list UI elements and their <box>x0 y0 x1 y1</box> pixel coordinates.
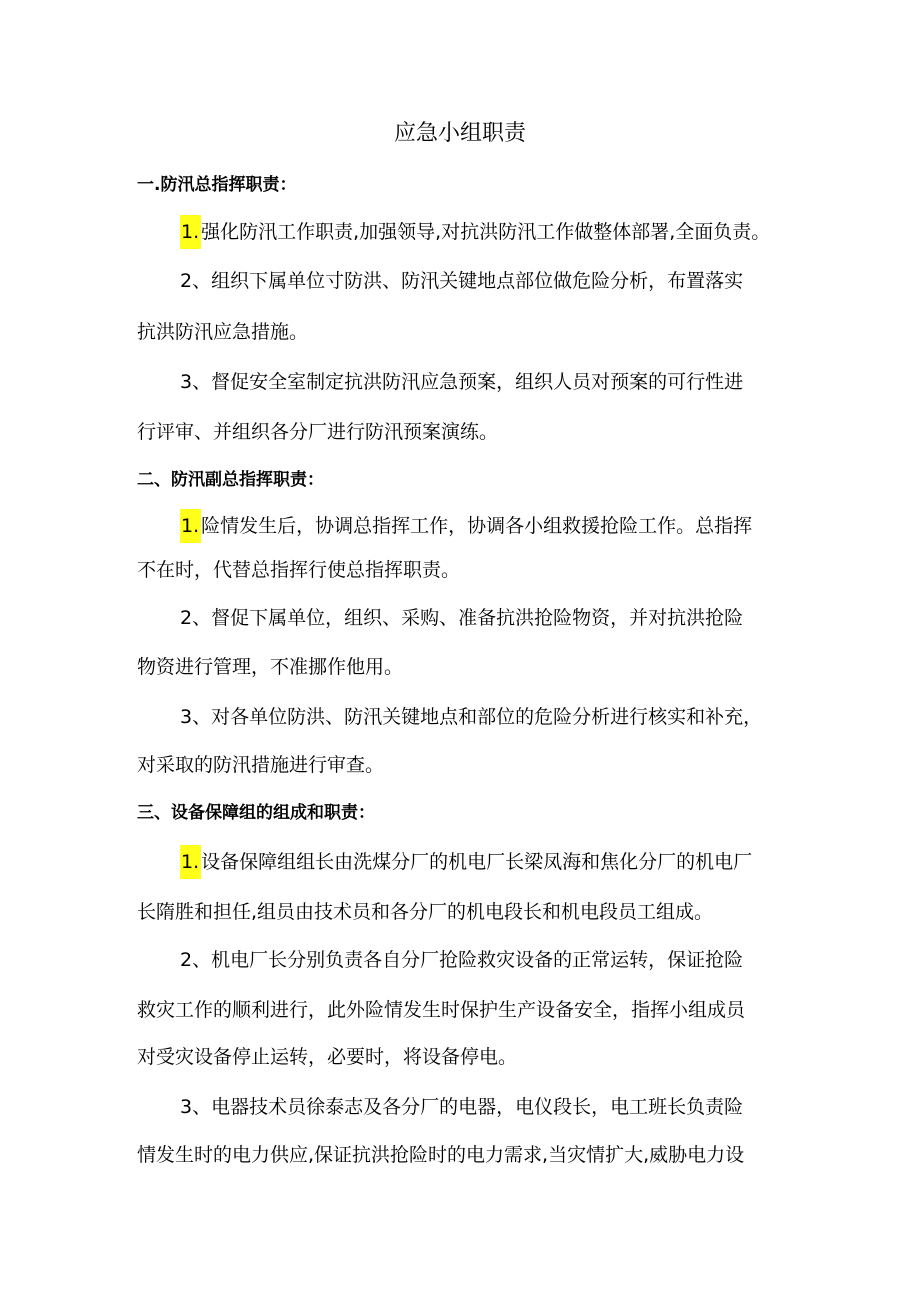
paragraph-line: 3、督促安全室制定抗洪防汛应急预案，组织人员对预案的可行性进 <box>180 371 744 393</box>
paragraph-line: 行评审、并组织各分厂进行防汛预案演练。 <box>137 421 499 443</box>
paragraph-line <box>180 511 752 541</box>
paragraph-text: 险情发生后，协调总指挥工作，协调各小组救援抢险工作。总指挥 <box>201 515 753 537</box>
paragraph-line: 对受灾设备停止运转，必要时，将设备停电。 <box>137 1046 518 1068</box>
paragraph-text: 设备保障组组长由洗煤分厂的机电厂长梁凤海和焦化分厂的机电厂 <box>201 851 753 873</box>
page-title: 应急小组职责 <box>393 121 526 146</box>
section-heading-1: 一.防汛总指挥职责： <box>137 175 297 195</box>
item-number-highlight: 1. <box>180 215 201 249</box>
paragraph-line: 3、对各单位防洪、防汛关键地点和部位的危险分析进行核实和补充， <box>180 706 763 728</box>
paragraph-line: 抗洪防汛应急措施。 <box>137 321 309 343</box>
paragraph-line: 不在时，代替总指挥行使总指挥职责。 <box>137 559 461 581</box>
paragraph-line: 救灾工作的顺利进行，此外险情发生时保护生产设备安全，指挥小组成员 <box>137 999 746 1021</box>
paragraph-text: 强化防汛工作职责,加强领导,对抗洪防汛工作做整体部署,全面负责。 <box>201 221 771 243</box>
paragraph-line <box>180 217 770 247</box>
paragraph-line <box>180 847 752 877</box>
paragraph-line: 2、机电厂长分别负责各自分厂抢险救灾设备的正常运转，保证抢险 <box>180 949 744 971</box>
paragraph-line: 2、组织下属单位寸防洪、防汛关键地点部位做危险分析，布置落实 <box>180 270 744 292</box>
item-number-highlight: 1. <box>180 845 201 879</box>
paragraph-line: 长隋胜和担任,组员由技术员和各分厂的机电段长和机电段员工组成。 <box>137 901 714 923</box>
section-heading-3: 三、设备保障组的组成和职责： <box>137 803 375 823</box>
section-heading-2: 二、防汛副总指挥职责： <box>137 470 324 490</box>
paragraph-line: 对采取的防汛措施进行审查。 <box>137 754 385 776</box>
paragraph-line: 情发生时的电力供应,保证抗洪抢险时的电力需求,当灾情扩大,威胁电力设 <box>137 1144 745 1166</box>
paragraph-line: 3、电器技术员徐泰志及各分厂的电器，电仪段长，电工班长负责险 <box>180 1096 744 1118</box>
paragraph-line: 物资进行管理，不准挪作他用。 <box>137 656 404 678</box>
item-number-highlight: 1. <box>180 509 201 543</box>
paragraph-line: 2、督促下属单位，组织、采购、准备抗洪抢险物资，并对抗洪抢险 <box>180 607 744 629</box>
